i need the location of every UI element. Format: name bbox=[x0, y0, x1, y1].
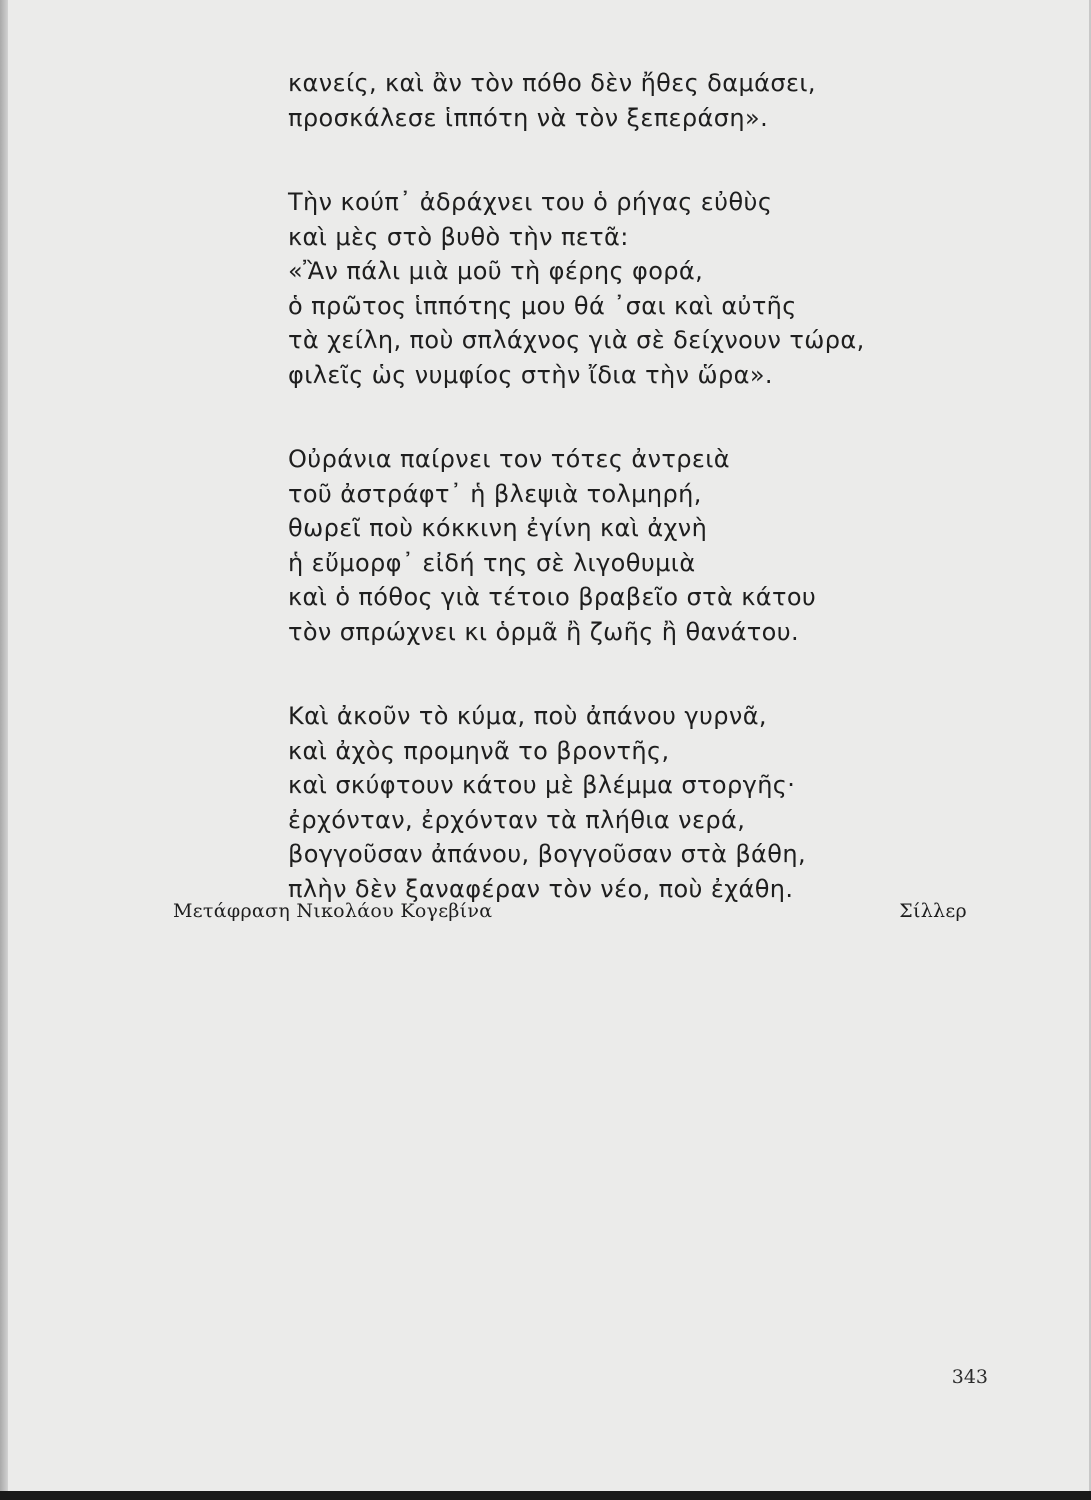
poem-line: πλὴν δὲν ξαναφέραν τὸν νέο, ποὺ ἐχάθη. bbox=[288, 874, 794, 903]
poem-line: προσκάλεσε ἱππότη νὰ τὸν ξεπεράση». bbox=[288, 103, 769, 132]
poem-line: βογγοῦσαν ἀπάνου, βογγοῦσαν στὰ βάθη, bbox=[288, 840, 806, 868]
poem-line: καὶ σκύφτουν κάτου μὲ βλέμμα στοργῆς· bbox=[288, 771, 796, 799]
poem-line: φιλεῖς ὡς νυμφίος στὴν ἴδια τὴν ὥρα». bbox=[288, 360, 773, 389]
author-credit: Σίλλερ bbox=[899, 900, 967, 922]
poem-line: καὶ ὁ πόθος γιὰ τέτοιο βραβεῖο στὰ κάτου bbox=[288, 583, 817, 611]
poem-line: θωρεῖ ποὺ κόκκινη ἐγίνη καὶ ἀχνὴ bbox=[288, 514, 708, 542]
page-number: 343 bbox=[951, 1366, 988, 1388]
poem-line: καὶ μὲς στὸ βυθὸ τὴν πετᾶ: bbox=[288, 222, 629, 251]
poem-line: ἐρχόνταν, ἐρχόνταν τὰ πλήθια νερά, bbox=[288, 805, 746, 834]
poem-line: τὰ χείλη, ποὺ σπλάχνος γιὰ σὲ δείχνουν τώρα, bbox=[288, 326, 865, 354]
stanza-1 bbox=[288, 66, 948, 135]
poem-line: Καὶ ἀκοῦν τὸ κύμα, ποὺ ἀπάνου γυρνᾶ, bbox=[288, 702, 767, 730]
poem-line: Τὴν κούπ᾽ ἀδράχνει του ὁ ρήγας εὐθὺς bbox=[288, 188, 773, 216]
page-left-edge-shadow bbox=[0, 0, 8, 1500]
poem bbox=[288, 66, 948, 956]
poem-line: τὸν σπρώχνει κι ὁρμᾶ ἢ ζωῆς ἢ θανάτου. bbox=[288, 617, 800, 646]
poem-line: καὶ ἀχὸς προμηνᾶ το βροντῆς, bbox=[288, 736, 670, 765]
poem-line: ὁ πρῶτος ἱππότης μου θά ᾽σαι καὶ αὐτῆς bbox=[288, 291, 797, 320]
poem-line: τοῦ ἀστράφτ᾽ ἡ βλεψιὰ τολμηρή, bbox=[288, 479, 702, 508]
poem-line: κανείς, καὶ ἂν τὸν πόθο δὲν ἤθες δαμάσει, bbox=[288, 69, 816, 97]
translator-credit: Μετάφραση Νικολάου Κογεβίνα bbox=[173, 900, 493, 922]
poem-line: Οὐράνια παίρνει τον τότες ἀντρειὰ bbox=[288, 445, 731, 473]
stanza-3 bbox=[288, 442, 948, 649]
poem-line: «Ἂν πάλι μιὰ μοῦ τὴ φέρης φορά, bbox=[288, 257, 704, 285]
poem-line: ἡ εὔμορφ᾽ εἰδή της σὲ λιγοθυμιὰ bbox=[288, 548, 696, 577]
scan-bottom-edge bbox=[0, 1491, 1091, 1500]
stanza-2 bbox=[288, 185, 948, 392]
stanza-4 bbox=[288, 699, 948, 906]
